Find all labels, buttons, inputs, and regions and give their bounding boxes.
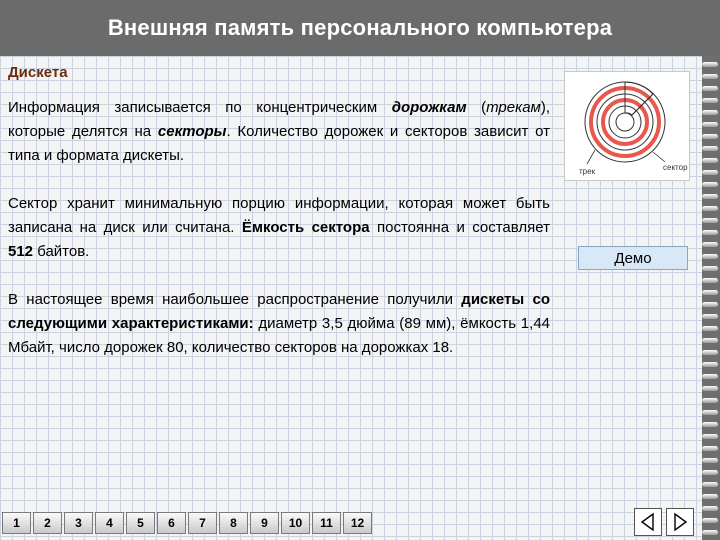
spiral-ring [702, 290, 718, 295]
next-button[interactable] [666, 508, 694, 536]
page-button-1[interactable]: 1 [2, 512, 31, 534]
spiral-ring [702, 422, 718, 427]
notebook-spiral [702, 56, 720, 540]
notebook-sheet [0, 56, 702, 540]
spiral-ring [702, 374, 718, 379]
spiral-ring [702, 518, 718, 523]
spiral-ring [702, 314, 718, 319]
disk-tracks-image [565, 72, 689, 180]
sector-bytes-value: 512 [8, 243, 34, 260]
spiral-ring [702, 110, 718, 115]
page-button-12[interactable]: 12 [343, 512, 372, 534]
spiral-ring [702, 278, 718, 283]
spiral-ring [702, 218, 718, 223]
sector-label: сектор [663, 163, 688, 172]
spiral-ring [702, 494, 718, 499]
page-button-7[interactable]: 7 [188, 512, 217, 534]
term-treks: трекам [486, 99, 541, 116]
spiral-ring [702, 410, 718, 415]
page-button-2[interactable]: 2 [33, 512, 62, 534]
disk-tracks-diagram [564, 71, 690, 181]
spiral-ring [702, 98, 718, 103]
prev-button[interactable] [634, 508, 662, 536]
spiral-ring [702, 134, 718, 139]
spiral-ring [702, 530, 718, 535]
term-sector-capacity: Ёмкость сектора [241, 219, 370, 236]
paragraph-tracks: Информация записывается по концентрическим дорожкам (трекам), которые делятся на секторы. Количество дорожек и секторов зависит от типа и формата дискеты. [8, 99, 550, 164]
track-label: трек [579, 167, 596, 176]
spiral-ring [702, 338, 718, 343]
spiral-ring [702, 206, 718, 211]
spiral-ring [702, 266, 718, 271]
spiral-ring [702, 398, 718, 403]
spiral-ring [702, 122, 718, 127]
spiral-ring [702, 158, 718, 163]
spiral-ring [702, 458, 718, 463]
demo-button[interactable]: Демо [578, 246, 688, 270]
spiral-ring [702, 350, 718, 355]
spiral-ring [702, 434, 718, 439]
page-button-8[interactable]: 8 [219, 512, 248, 534]
term-characteristics: дискеты со следующими характеристиками: [8, 291, 550, 332]
spiral-ring [702, 470, 718, 475]
term-tracks: дорожкам [391, 99, 467, 116]
page-button-11[interactable]: 11 [312, 512, 341, 534]
spiral-ring [702, 86, 718, 91]
spiral-ring [702, 62, 718, 67]
spiral-ring [702, 230, 718, 235]
section-heading: Дискета [8, 64, 68, 81]
page-button-3[interactable]: 3 [64, 512, 93, 534]
spiral-ring [702, 302, 718, 307]
spiral-ring [702, 326, 718, 331]
spiral-ring [702, 74, 718, 79]
content-text [8, 96, 550, 384]
spiral-ring [702, 194, 718, 199]
spiral-ring [702, 182, 718, 187]
page-button-4[interactable]: 4 [95, 512, 124, 534]
spiral-ring [702, 254, 718, 259]
slide-title: Внешняя память персонального компьютера [0, 0, 720, 56]
page-button-10[interactable]: 10 [281, 512, 310, 534]
paragraph-sector-capacity: Сектор хранит минимальную порцию информации, которая может быть записана на диск или считана. Ёмкость сектора постоянна и составляет 512 байтов. [8, 195, 550, 260]
triangle-left-icon [638, 512, 658, 532]
spiral-ring [702, 482, 718, 487]
paragraph-floppy-specs: В настоящее время наибольшее распространение получили дискеты со следующими характеристиками: диаметр 3,5 дюйма (89 мм), ёмкость 1,44 Мбайт, число дорожек 80, количество секторов на дорожках 18. [8, 291, 551, 356]
page-button-5[interactable]: 5 [126, 512, 155, 534]
spiral-ring [702, 506, 718, 511]
spiral-ring [702, 146, 718, 151]
spiral-ring [702, 242, 718, 247]
spiral-ring [702, 446, 718, 451]
spiral-ring [702, 386, 718, 391]
spiral-ring [702, 362, 718, 367]
page-navigation [2, 512, 374, 534]
page-button-9[interactable]: 9 [250, 512, 279, 534]
page-button-6[interactable]: 6 [157, 512, 186, 534]
term-sectors: секторы [157, 123, 227, 140]
triangle-right-icon [670, 512, 690, 532]
spiral-ring [702, 170, 718, 175]
